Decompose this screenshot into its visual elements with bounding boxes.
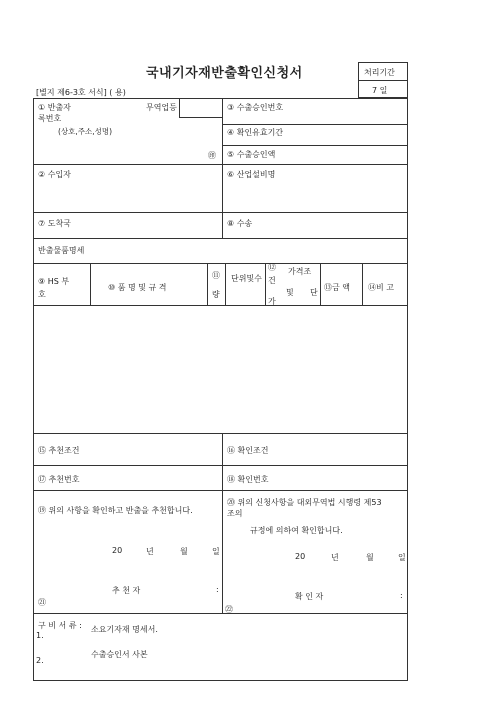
form-title: 국내기자재반출확인신청서: [146, 66, 303, 81]
rec-year-unit: 년: [146, 547, 154, 556]
importer-label: ② 수입자: [38, 170, 71, 179]
processing-label: 처리기간: [364, 68, 395, 77]
hs-header-cont: 호: [38, 290, 46, 299]
conf-year: 20: [295, 552, 306, 561]
rec-year: 20: [112, 546, 123, 555]
conf-month-unit: 월: [366, 553, 374, 562]
divider: [179, 98, 180, 117]
divider: [222, 433, 223, 613]
rec-number-label: ⑰ 추천번호: [38, 475, 80, 484]
attachment-item: 수출승인서 사본: [91, 650, 148, 659]
price-header-unit: 단: [310, 288, 318, 297]
conf-condition-label: ⑯ 확인조건: [227, 446, 269, 455]
divider: [320, 263, 321, 305]
seal-mark: ㊞: [208, 151, 216, 160]
exporter-label: ① 반출자: [38, 103, 71, 112]
exporter-sub-label: (상호,주소,성명): [58, 127, 113, 136]
divider: [33, 212, 408, 213]
remarks-header: ⑭비 고: [368, 283, 394, 292]
export-approval-no-label: ③ 수출승인번호: [227, 103, 284, 112]
qty-header-cont: 량: [212, 290, 220, 299]
validity-label: ④ 확인유효기간: [227, 128, 284, 137]
trade-reg-label-cont: 록번호: [38, 114, 62, 123]
divider: [179, 117, 222, 118]
processing-value: 7 일: [372, 86, 388, 95]
hs-header: ⑨ HS 부: [38, 277, 70, 286]
seal-mark: ㉑: [38, 598, 46, 607]
seal-mark: ㉒: [225, 605, 233, 614]
divider: [358, 80, 408, 81]
divider: [225, 263, 226, 305]
export-approval-amount-label: ⑤ 수출승인액: [227, 150, 276, 159]
rec-day-unit: 일: [212, 547, 220, 556]
unit-qty-header: 단위및수: [231, 274, 262, 283]
divider: [207, 263, 208, 305]
conf-statement-cont2: 규정에 의하여 확인합니다.: [250, 526, 343, 535]
rec-month-unit: 월: [180, 547, 188, 556]
divider: [222, 124, 408, 125]
confirmer-label: 확 인 자: [295, 592, 324, 601]
conf-year-unit: 년: [331, 553, 339, 562]
divider: [33, 433, 408, 434]
divider: [222, 98, 223, 238]
price-header-cont: 건: [268, 276, 276, 285]
attachment-item: 소요기자재 명세서.: [91, 625, 158, 634]
conf-number-label: ⑱ 확인번호: [227, 475, 269, 484]
divider: [33, 613, 408, 614]
rec-statement: ⑲ 위의 사항을 확인하고 반출을 추천합니다.: [38, 506, 193, 515]
divider: [222, 145, 408, 146]
purpose-label: ⑧ 수송: [227, 219, 253, 228]
trade-reg-label: 무역업등: [146, 103, 177, 112]
attachment-number: 2.: [36, 656, 44, 665]
divider: [90, 263, 91, 305]
recommender-label: 추 천 자: [112, 586, 141, 595]
price-header-and: 및: [286, 288, 294, 297]
divider: [362, 263, 363, 305]
conf-statement-cont: 조의: [227, 509, 243, 518]
divider: [33, 465, 408, 466]
destination-label: ⑦ 도착국: [38, 219, 71, 228]
divider: [265, 263, 266, 305]
confirmer-colon: :: [400, 591, 403, 600]
price-header: 가격조: [288, 267, 312, 276]
attachment-number: 1.: [36, 631, 44, 640]
price-header-mark: ⑫: [268, 263, 276, 272]
recommender-colon: :: [216, 585, 219, 594]
conf-statement: ⑳ 위의 신청사항을 대외무역법 시행령 제53: [227, 498, 382, 507]
form-frame: [33, 98, 408, 681]
form-number: [별지 제6-3호 서식] ( 용): [36, 88, 126, 97]
divider: [33, 305, 408, 306]
name-spec-header: ⑩ 품 명 및 규 격: [108, 283, 167, 292]
divider: [33, 490, 408, 491]
items-heading: 반출물품명세: [38, 246, 85, 255]
divider: [33, 164, 408, 165]
attachments-label: 구 비 서 류 :: [38, 621, 82, 630]
qty-header-mark: ⑪: [212, 271, 220, 280]
divider: [33, 238, 408, 239]
price-header-price: 가: [268, 297, 276, 306]
rec-condition-label: ⑮ 추천조건: [38, 446, 80, 455]
conf-day-unit: 일: [398, 553, 406, 562]
plant-label: ⑥ 산업설비명: [227, 170, 276, 179]
amount-header: ⑬금 액: [324, 283, 350, 292]
